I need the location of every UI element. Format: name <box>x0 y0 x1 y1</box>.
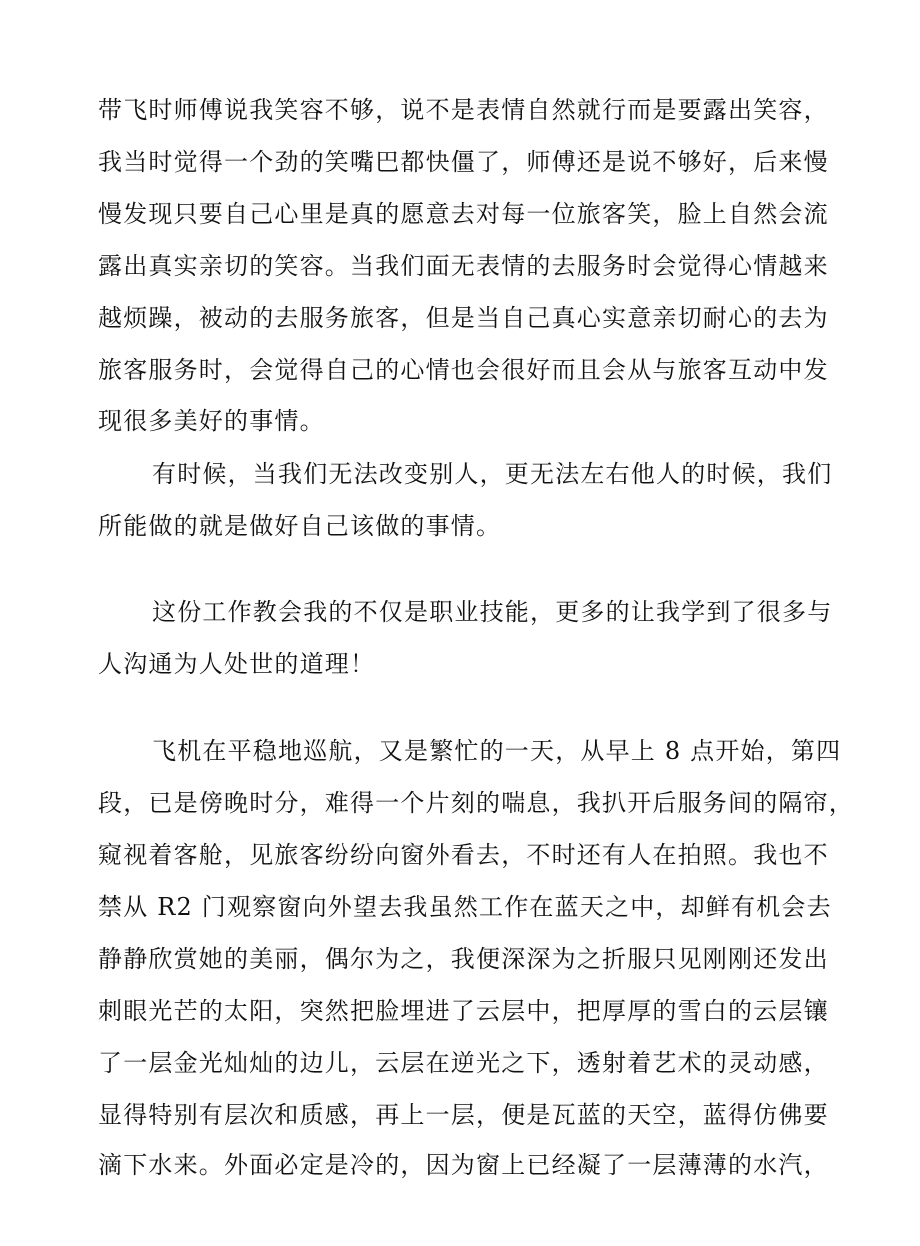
paragraph-4-line-4: 禁从 R2 门观察窗向外望去我虽然工作在蓝天之中，却鲜有机会去 <box>98 893 832 921</box>
paragraph-4-line-5: 静静欣赏她的美丽，偶尔为之，我便深深为之折服只见刚刚还发出 <box>98 945 829 973</box>
paragraph-1-line-5: 越烦躁，被动的去服务旅客，但是当自己真心实意亲切耐心的去为 <box>98 304 829 332</box>
paragraph-4-line-1: 飞机在平稳地巡航，又是繁忙的一天，从早上 8 点开始，第四 <box>152 737 842 765</box>
paragraph-4-line-3: 窥视着客舱，见旅客纷纷向窗外看去，不时还有人在拍照。我也不 <box>98 841 829 869</box>
paragraph-1-line-6: 旅客服务时，会觉得自己的心情也会很好而且会从与旅客互动中发 <box>98 356 829 384</box>
paragraph-1-line-4: 露出真实亲切的笑容。当我们面无表情的去服务时会觉得心情越来 <box>98 252 829 280</box>
paragraph-4-line-9: 滴下水来。外面必定是冷的，因为窗上已经凝了一层薄薄的水汽， <box>98 1151 829 1179</box>
paragraph-1-line-1: 带飞时师傅说我笑容不够，说不是表情自然就行而是要露出笑容， <box>98 96 829 124</box>
paragraph-3-line-1: 这份工作教会我的不仅是职业技能，更多的让我学到了很多与 <box>152 598 833 626</box>
paragraph-3-line-2: 人沟通为人处世的道理！ <box>98 650 376 678</box>
paragraph-4-line-7: 了一层金光灿灿的边儿，云层在逆光之下，透射着艺术的灵动感， <box>98 1049 829 1077</box>
paragraph-2-line-2: 所能做的就是做好自己该做的事情。 <box>98 512 502 540</box>
paragraph-4-line-2: 段，已是傍晚时分，难得一个片刻的喘息，我扒开后服务间的隔帘， <box>98 789 854 817</box>
paragraph-2-line-1: 有时候，当我们无法改变别人，更无法左右他人的时候，我们 <box>152 460 833 488</box>
paragraph-4-line-8: 显得特别有层次和质感，再上一层，便是瓦蓝的天空，蓝得仿佛要 <box>98 1101 829 1129</box>
paragraph-4-line-6: 刺眼光芒的太阳，突然把脸埋进了云层中，把厚厚的雪白的云层镶 <box>98 997 829 1025</box>
paragraph-1-line-7: 现很多美好的事情。 <box>98 407 325 435</box>
paragraph-1-line-3: 慢发现只要自己心里是真的愿意去对每一位旅客笑，脸上自然会流 <box>98 200 829 228</box>
paragraph-1-line-2: 我当时觉得一个劲的笑嘴巴都快僵了，师傅还是说不够好，后来慢 <box>98 148 829 176</box>
